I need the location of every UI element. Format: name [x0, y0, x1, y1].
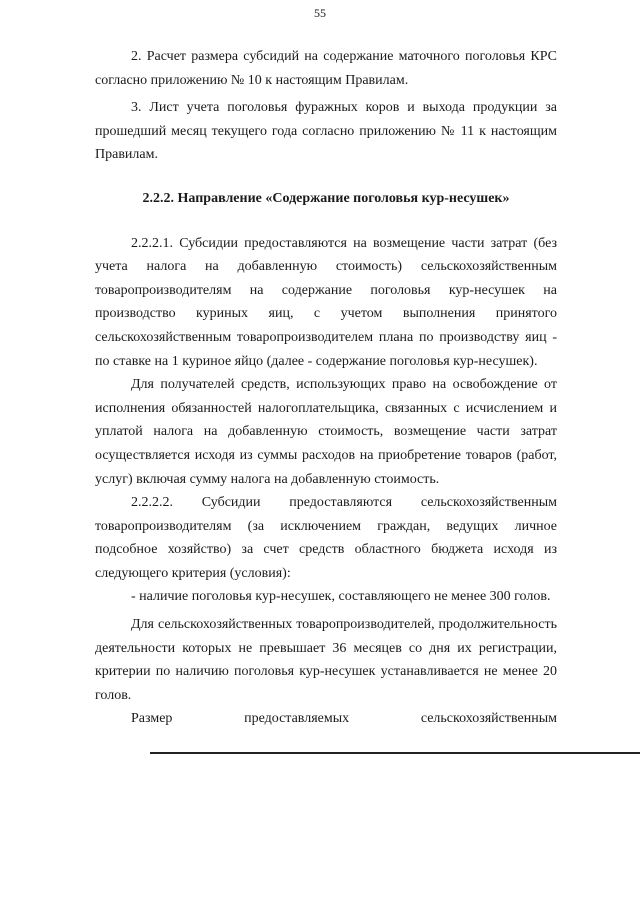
paragraph-item-2: 2. Расчет размера субсидий на содержание маточного поголовья КРС согласно приложению № 10 к настоящим Правилам. [95, 49, 557, 88]
criterion-bullet: - наличие поголовья кур-несушек, составляющего не менее 300 голов. [131, 589, 551, 605]
paragraph-2-2-2-2: 2.2.2.2. Субсидии предоставляются сельскохозяйственным товаропроизводителям (за исключением граждан, ведущих личное подсобное хозяйство) за счет средств областного бюджета исходя из следующего критерия (условия): [95, 495, 557, 581]
page-number: 55 [314, 6, 326, 20]
paragraph-vat-exemption: Для получателей средств, использующих право на освобождение от исполнения обязанностей налогоплательщика, связанных с исчислением и уплатой налога на добавленную стоимость, возмещение части затрат осуществляется исходя из суммы расходов на приобретение товаров (работ, услуг) включая сумму налога на добавленную стоимость. [95, 377, 557, 487]
paragraph-subsidy-size: Размер предоставляемых сельскохозяйственным [131, 711, 557, 727]
paragraph-2-2-2-1: 2.2.2.1. Субсидии предоставляются на возмещение части затрат (без учета налога на добавленную стоимость) сельскохозяйственным товаропроизводителям на содержание поголовья кур-несушек на производство куриных яиц, с учетом выполнения принятого сельскохозяйственным товаропроизводителем плана по производству яиц - по ставке на 1 куриное яйцо (далее - содержание поголовья кур-несушек). [95, 235, 557, 369]
document-body [95, 45, 557, 731]
footer-rule [150, 752, 640, 754]
paragraph-item-3: 3. Лист учета поголовья фуражных коров и выхода продукции за прошедший месяц текущего года согласно приложению № 11 к настоящим Правилам. [95, 100, 557, 163]
paragraph-new-producers: Для сельскохозяйственных товаропроизводителей, продолжительность деятельности которых не превышает 36 месяцев со дня их регистрации, критерии по наличию поголовья кур-несушек устанавливается не менее 20 голов. [95, 617, 557, 703]
section-heading: 2.2.2. Направление «Содержание поголовья кур-несушек» [142, 190, 510, 206]
